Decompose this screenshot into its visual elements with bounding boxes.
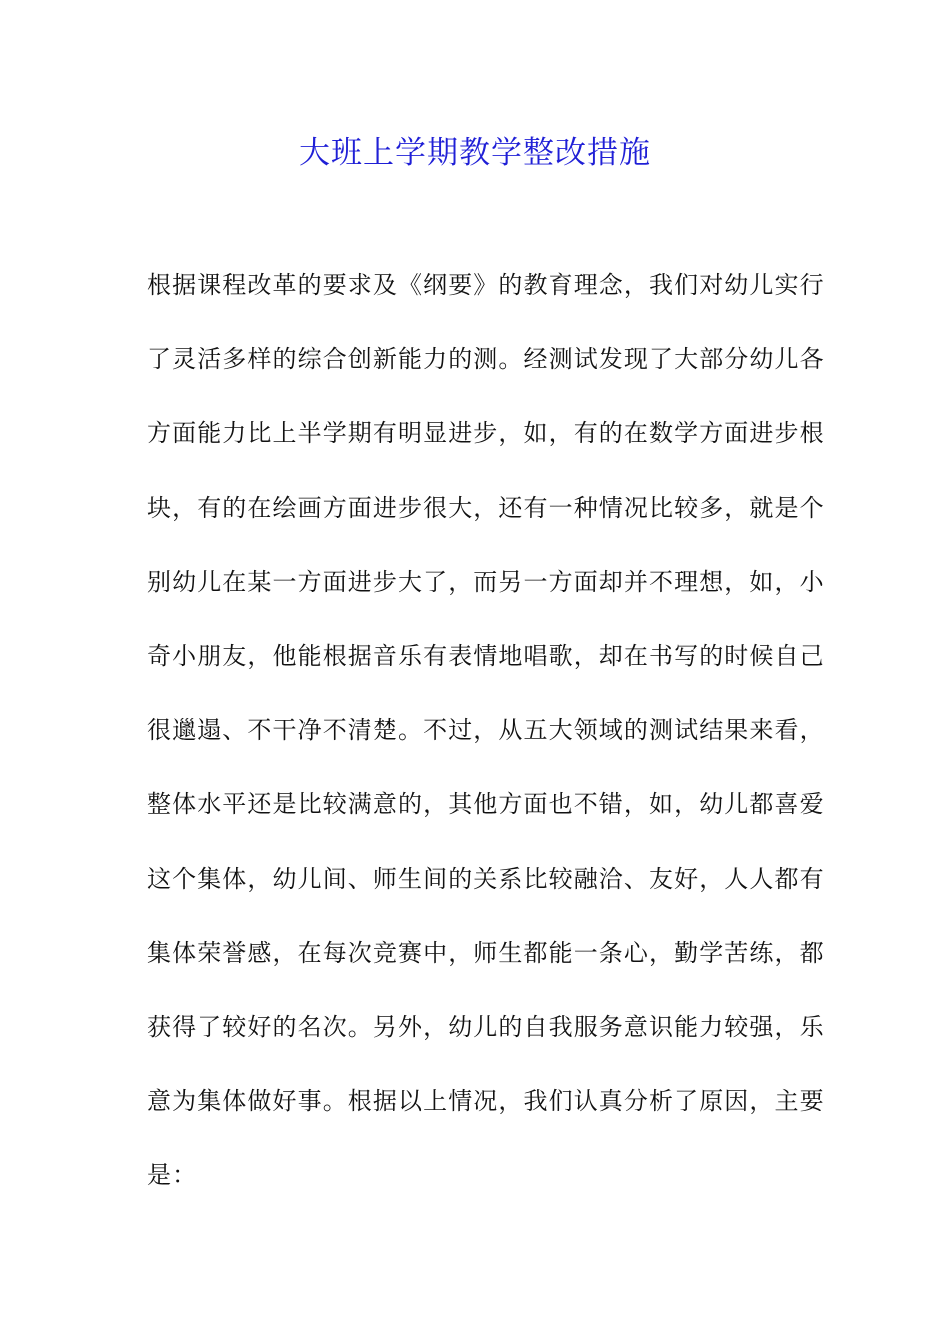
body-line: 意为集体做好事。根据以上情况，我们认真分析了原因，主要 xyxy=(147,1087,825,1116)
body-line: 方面能力比上半学期有明显进步，如，有的在数学方面进步根 xyxy=(147,419,825,448)
document-body xyxy=(147,262,825,1226)
body-line: 获得了较好的名次。另外，幼儿的自我服务意识能力较强，乐 xyxy=(147,1012,825,1041)
body-line: 了灵活多样的综合创新能力的测。经测试发现了大部分幼儿各 xyxy=(147,345,825,374)
body-line: 这个集体，幼儿间、师生间的关系比较融洽、友好，人人都有 xyxy=(147,864,825,893)
body-line: 块，有的在绘画方面进步很大，还有一种情况比较多，就是个 xyxy=(147,493,825,522)
body-line: 是： xyxy=(147,1161,198,1190)
body-line: 很邋遢、不干净不清楚。不过，从五大领域的测试结果来看， xyxy=(147,716,825,745)
body-line: 根据课程改革的要求及《纲要》的教育理念，我们对幼儿实行 xyxy=(147,271,825,299)
body-line: 集体荣誉感，在每次竞赛中，师生都能一条心，勤学苦练，都 xyxy=(147,938,825,967)
body-line: 整体水平还是比较满意的，其他方面也不错，如，幼儿都喜爱 xyxy=(147,790,825,819)
body-line: 别幼儿在某一方面进步大了，而另一方面却并不理想，如，小 xyxy=(147,567,825,596)
document-title: 大班上学期教学整改措施 xyxy=(299,135,651,171)
body-line: 奇小朋友，他能根据音乐有表情地唱歌，却在书写的时候自己 xyxy=(147,641,825,670)
